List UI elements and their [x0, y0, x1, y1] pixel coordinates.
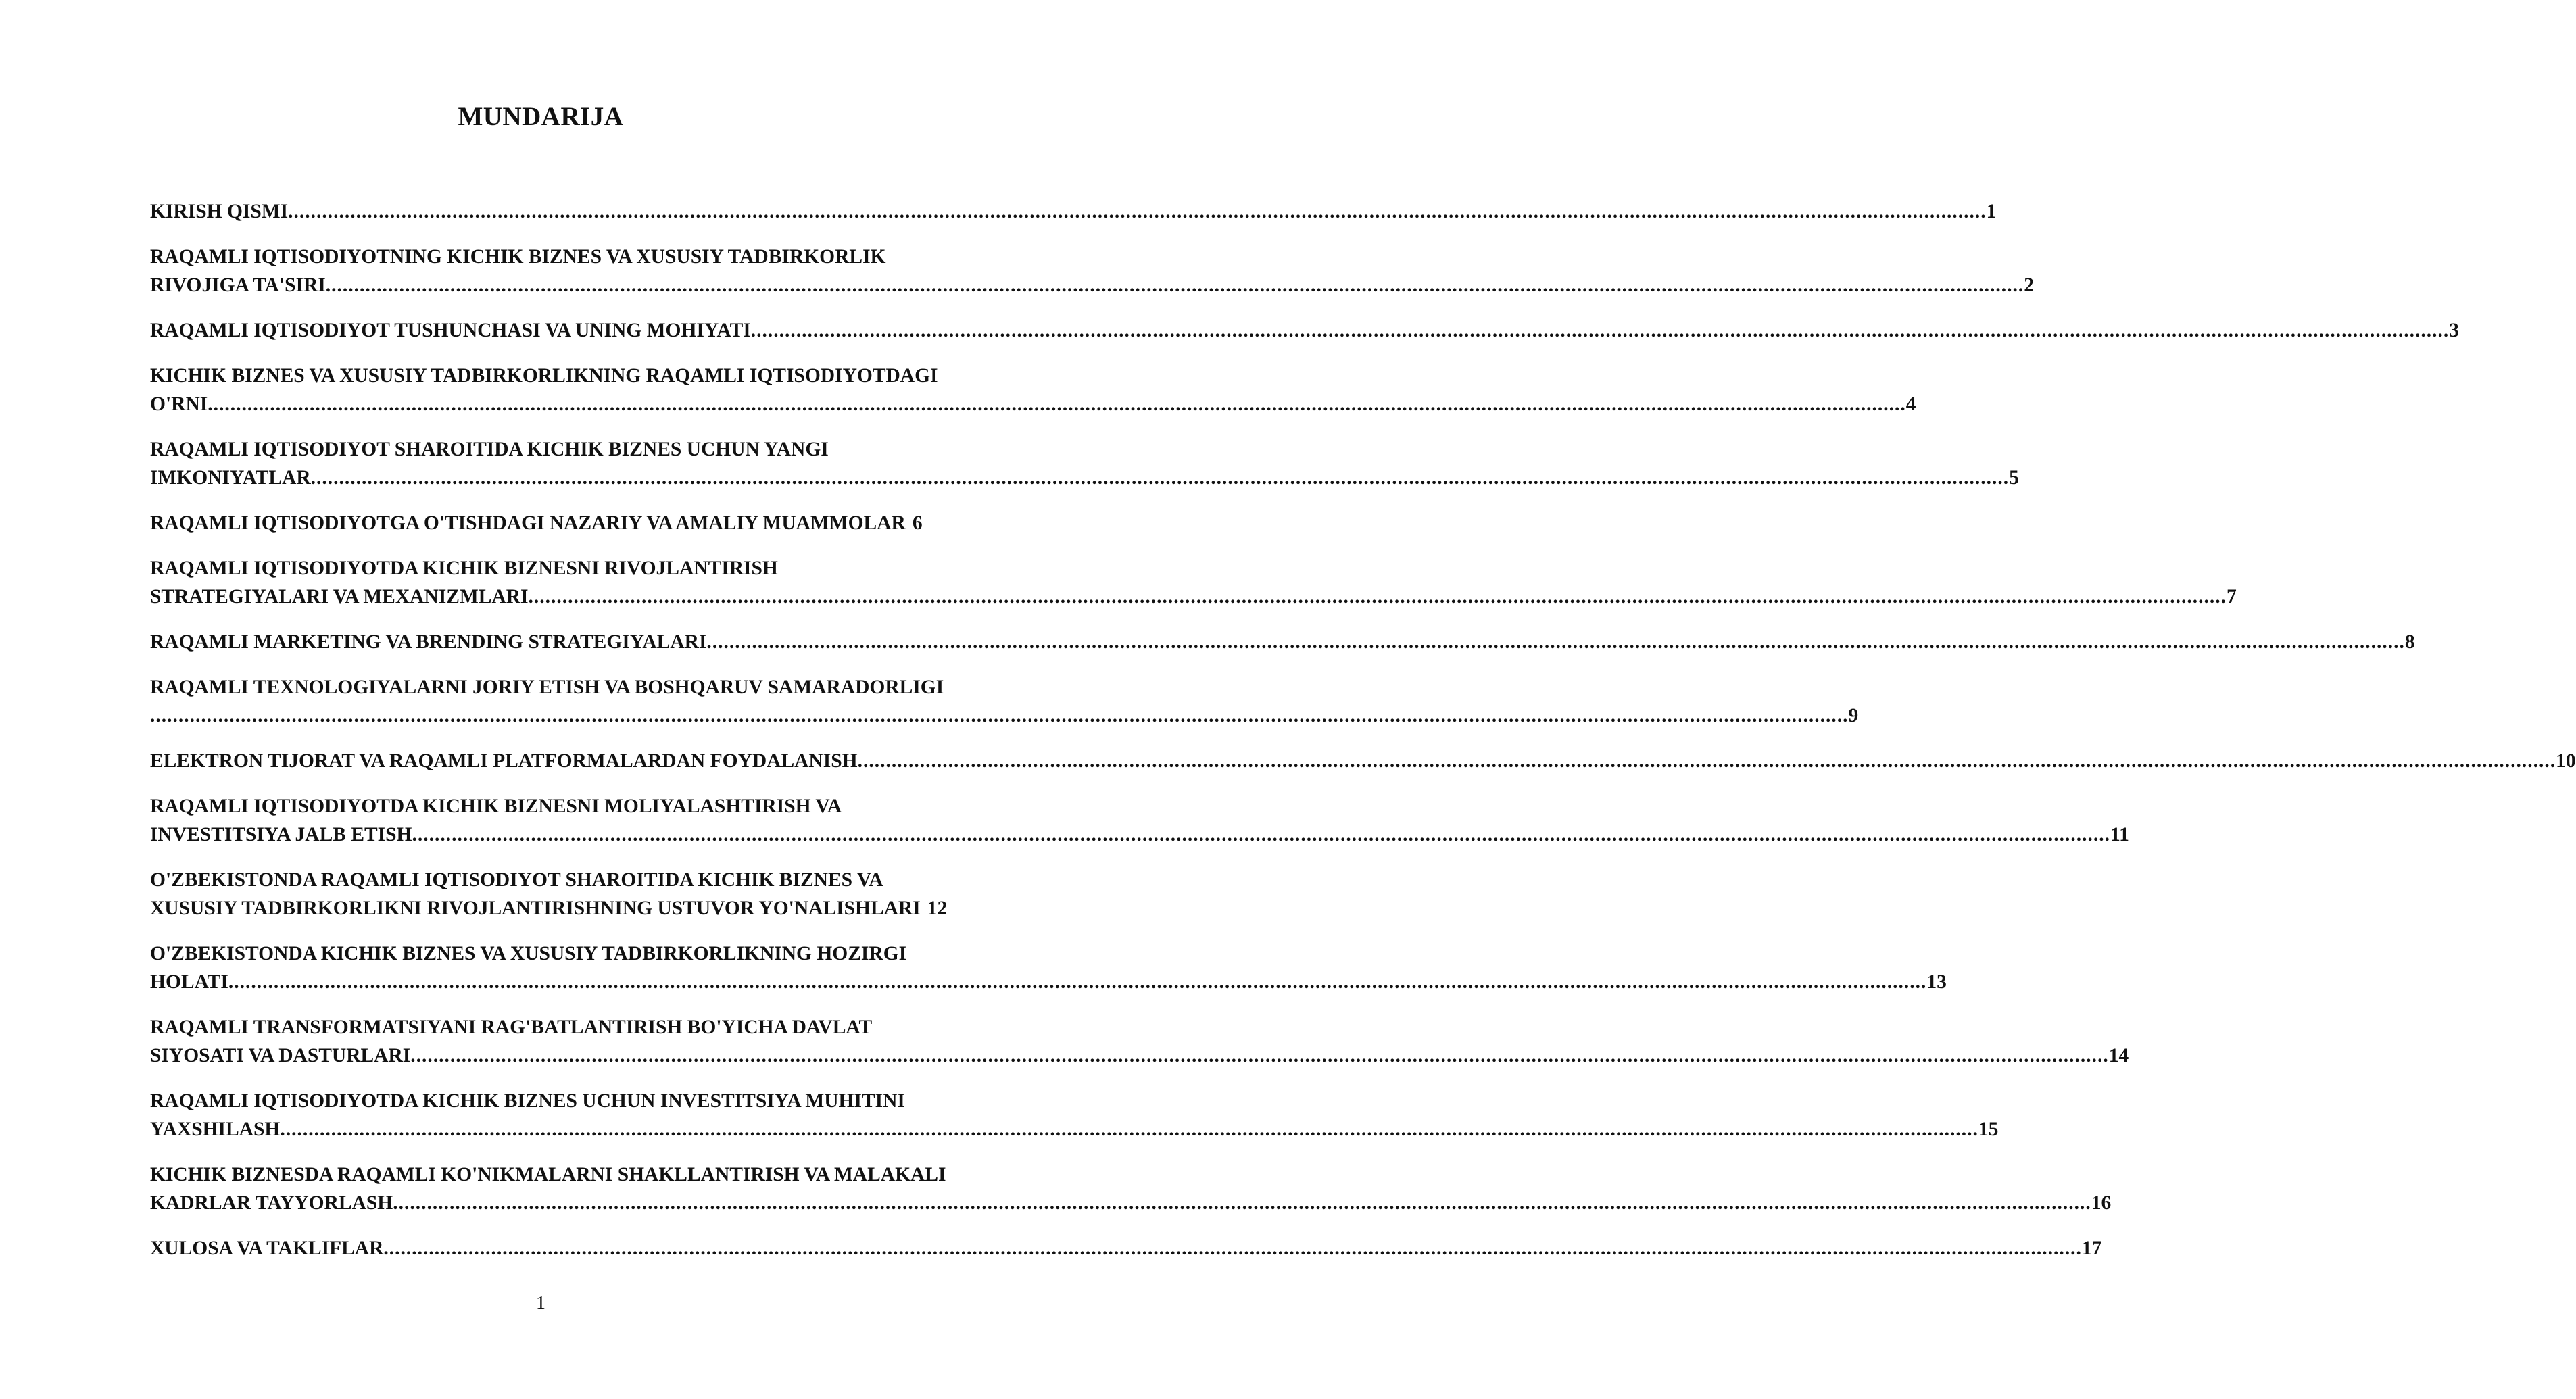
page-number: 1 — [536, 1293, 545, 1314]
toc-entry-line — [150, 1115, 1999, 1144]
table-of-contents — [150, 197, 2576, 1279]
page-title: MUNDARIJA — [458, 102, 624, 131]
toc-entry-line — [150, 1189, 2112, 1217]
dot-leader: ............................................................................................................................................................................................................................................................................................................ — [288, 201, 1987, 222]
toc-page-number: 1 — [1986, 201, 1997, 222]
toc-entry-title: RAQAMLI IQTISODIYOTGA O'TISHDAGI NAZARIY VA AMALIY MUAMMOLAR — [150, 512, 906, 534]
toc-entry[interactable] — [150, 197, 1997, 226]
toc-entry-title-line1: RAQAMLI TEXNOLOGIYALARNI JORIY ETISH VA BOSHQARUV SAMARADORLIGI — [150, 677, 944, 698]
dot-leader: ............................................................................................................................................................................................................................................................................................................ — [228, 971, 1927, 993]
toc-entry-line — [150, 1234, 2102, 1262]
toc-entry-line — [150, 271, 2035, 299]
toc-entry[interactable] — [150, 939, 1947, 996]
dot-leader: ............................................................................................................................................................................................................................................................................................................ — [310, 467, 2010, 489]
toc-entry-line — [150, 197, 1997, 226]
toc-entry[interactable] — [150, 1013, 2129, 1070]
dot-leader: ............................................................................................................................................................................................................................................................................................................ — [857, 750, 2556, 772]
toc-entry-title: RAQAMLI IQTISODIYOT TUSHUNCHASI VA UNING MOHIYATI — [150, 320, 751, 341]
toc-entry-line — [150, 747, 2576, 775]
toc-page-number: 8 — [2404, 631, 2415, 653]
toc-page-number: 9 — [1848, 705, 1859, 727]
dot-leader: ............................................................................................................................................................................................................................................................................................................ — [325, 274, 2024, 296]
toc-entry-title-line2: STRATEGIYALARI VA MEXANIZMLARI — [150, 586, 529, 608]
toc-entry-title-line1: RAQAMLI IQTISODIYOTDA KICHIK BIZNESNI MOLIYALASHTIRISH VA — [150, 795, 842, 817]
toc-entry[interactable] — [150, 673, 1859, 730]
toc-entry-title-line2: HOLATI — [150, 971, 228, 993]
toc-entry[interactable] — [150, 509, 976, 537]
toc-entry-line — [150, 702, 1859, 730]
toc-entry-title-line1: RAQAMLI TRANSFORMATSIYANI RAG'BATLANTIRISH BO'YICHA DAVLAT — [150, 1016, 873, 1038]
toc-entry[interactable] — [150, 554, 2237, 611]
toc-page-number: 16 — [2091, 1192, 2112, 1214]
toc-page-number: 4 — [1905, 393, 1916, 415]
toc-entry-title-line2: IMKONIYATLAR — [150, 467, 311, 489]
toc-page-number: 17 — [2081, 1237, 2102, 1259]
toc-page-number: 3 — [2449, 320, 2460, 341]
dot-leader: ............................................................................................................................................................................................................................................................................................................ — [750, 320, 2450, 341]
toc-entry-title-line2: INVESTITSIYA JALB ETISH — [150, 824, 412, 845]
dot-leader: ............................................................................................................................................................................................................................................................................................................ — [208, 393, 1906, 415]
dot-leader: ............................................................................................................................................................................................................................................................................................................ — [528, 586, 2227, 608]
toc-entry[interactable] — [150, 792, 2129, 849]
toc-entry-title-line2: KADRLAR TAYYORLASH — [150, 1192, 393, 1214]
toc-page-number: 11 — [2110, 824, 2129, 845]
toc-page-number: 7 — [2227, 586, 2237, 608]
toc-entry-line — [150, 509, 976, 537]
toc-entry-title-line2: RIVOJIGA TA'SIRI — [150, 274, 326, 296]
toc-entry-title-line1: RAQAMLI IQTISODIYOTDA KICHIK BIZNES UCHUN INVESTITSIYA MUHITINI — [150, 1090, 905, 1112]
toc-entry-title: ELEKTRON TIJORAT VA RAQAMLI PLATFORMALARDAN FOYDALANISH — [150, 750, 858, 772]
toc-entry-title: XULOSA VA TAKLIFLAR — [150, 1237, 384, 1259]
toc-entry-title-line2: O'RNI — [150, 393, 208, 415]
toc-page-number: 2 — [2024, 274, 2035, 296]
toc-page-number: 6 — [912, 512, 923, 534]
dot-leader: ............................................................................................................................................................................................................................................................................................................ — [383, 1237, 2082, 1259]
toc-entry-title-line1: RAQAMLI IQTISODIYOT SHAROITIDA KICHIK BIZNES UCHUN YANGI — [150, 439, 829, 460]
toc-entry-line — [150, 894, 976, 923]
toc-entry-title-line1: O'ZBEKISTONDA RAQAMLI IQTISODIYOT SHAROITIDA KICHIK BIZNES VA — [150, 869, 883, 891]
toc-page-number: 12 — [927, 898, 948, 919]
toc-entry-line — [150, 464, 2019, 492]
toc-page-number: 10 — [2556, 750, 2576, 772]
toc-entry-title-line1: RAQAMLI IQTISODIYOTDA KICHIK BIZNESNI RIVOJLANTIRISH — [150, 558, 778, 579]
toc-entry[interactable] — [150, 362, 1916, 418]
toc-entry[interactable] — [150, 1087, 1999, 1144]
toc-entry-line — [150, 583, 2237, 611]
toc-entry-line — [150, 1041, 2129, 1070]
toc-page-number: 5 — [2009, 467, 2019, 489]
dot-leader: ............................................................................................................................................................................................................................................................................................................ — [706, 631, 2405, 653]
toc-entry[interactable] — [150, 316, 2460, 345]
toc-entry-title-line2: SIYOSATI VA DASTURLARI — [150, 1045, 411, 1066]
toc-entry-line — [150, 390, 1916, 418]
toc-entry-title-line1: O'ZBEKISTONDA KICHIK BIZNES VA XUSUSIY TADBIRKORLIKNING HOZIRGI — [150, 943, 907, 964]
toc-entry-title-line2: XUSUSIY TADBIRKORLIKNI RIVOJLANTIRISHNING USTUVOR YO'NALISHLARI — [150, 898, 921, 919]
dot-leader: ............................................................................................................................................................................................................................................................................................................ — [150, 705, 1849, 727]
toc-entry-line — [150, 628, 2415, 656]
dot-leader: ............................................................................................................................................................................................................................................................................................................ — [412, 824, 2111, 845]
toc-entry[interactable] — [150, 747, 2576, 775]
toc-entry-title-line1: KICHIK BIZNESDA RAQAMLI KO'NIKMALARNI SHAKLLANTIRISH VA MALAKALI — [150, 1164, 946, 1185]
toc-entry-title-line1: KICHIK BIZNES VA XUSUSIY TADBIRKORLIKNING RAQAMLI IQTISODIYOTDAGI — [150, 365, 938, 387]
dot-leader: ............................................................................................................................................................................................................................................................................................................ — [393, 1192, 2091, 1214]
toc-entry[interactable] — [150, 1234, 2102, 1262]
toc-entry-title: RAQAMLI MARKETING VA BRENDING STRATEGIYALARI — [150, 631, 707, 653]
dot-leader: ............................................................................................................................................................................................................................................................................................................ — [410, 1045, 2109, 1066]
toc-entry-title-line1: RAQAMLI IQTISODIYOTNING KICHIK BIZNES VA XUSUSIY TADBIRKORLIK — [150, 246, 886, 268]
toc-entry[interactable] — [150, 628, 2415, 656]
toc-entry-title: KIRISH QISMI — [150, 201, 289, 222]
toc-page-number: 14 — [2108, 1045, 2129, 1066]
toc-entry-line — [150, 820, 2129, 849]
toc-entry[interactable] — [150, 866, 976, 923]
toc-entry[interactable] — [150, 1160, 2112, 1217]
toc-entry-line — [150, 968, 1947, 996]
toc-entry[interactable] — [150, 435, 2019, 492]
toc-entry[interactable] — [150, 243, 2035, 299]
dot-leader: ............................................................................................................................................................................................................................................................................................................ — [280, 1119, 1978, 1140]
toc-page-number: 15 — [1978, 1119, 1999, 1140]
toc-page-number: 13 — [1926, 971, 1947, 993]
toc-entry-title-line2: YAXSHILASH — [150, 1119, 281, 1140]
toc-entry-line — [150, 316, 2460, 345]
